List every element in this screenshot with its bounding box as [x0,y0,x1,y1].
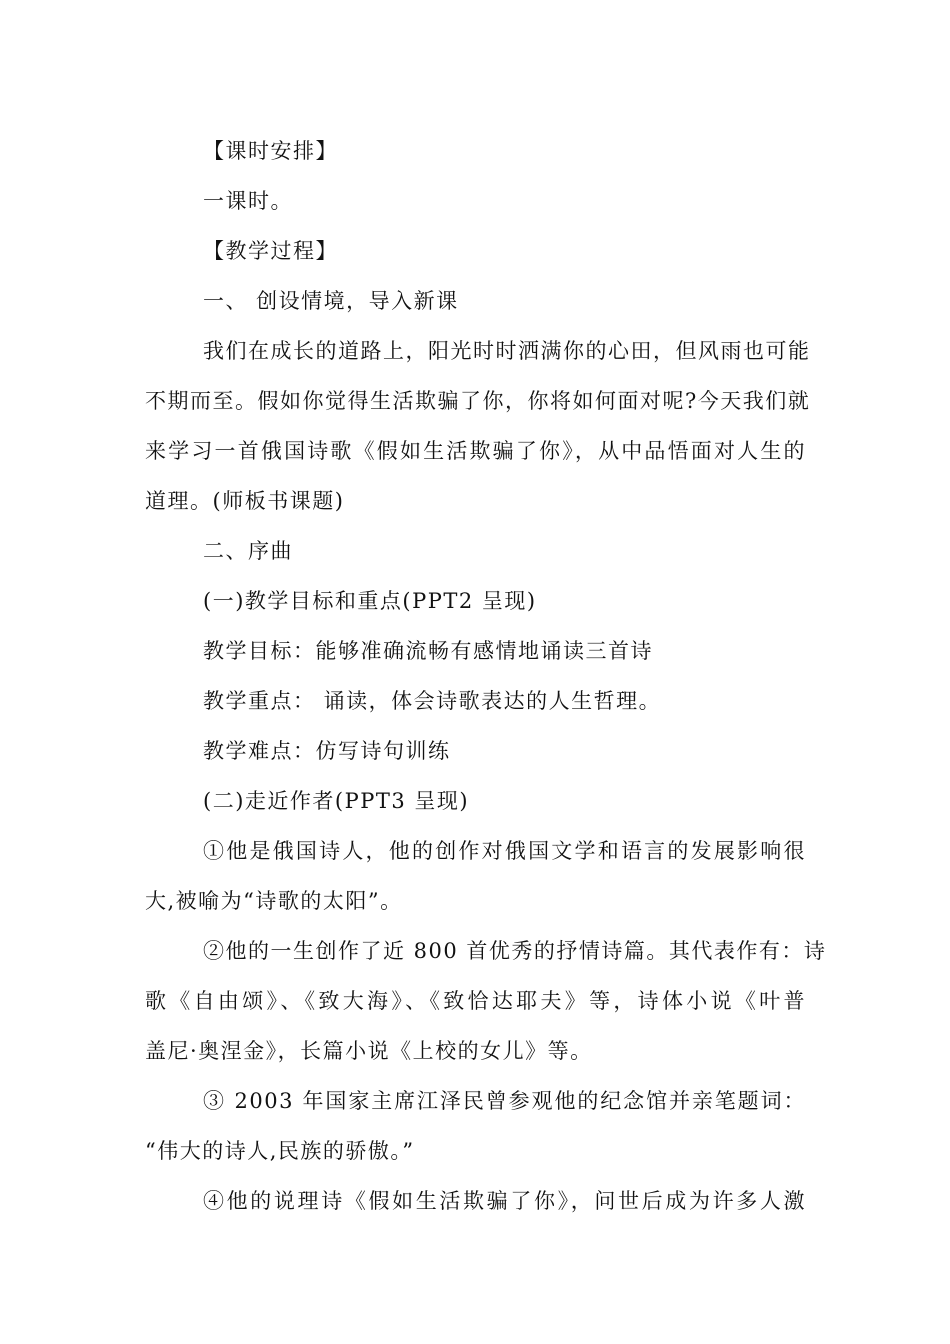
subsection-heading: (一)教学目标和重点(PPT2 呈现) [203,589,537,613]
paragraph-line: 大,被喻为“诗歌的太阳”。 [145,889,403,913]
subsection-heading: (二)走近作者(PPT3 呈现) [203,789,470,813]
section-heading-2: 二、序曲 [203,539,293,563]
paragraph-line: ④他的说理诗《假如生活欺骗了你》，问世后成为许多人激 [203,1189,806,1213]
paragraph-line: 教学目标：能够准确流畅有感情地诵读三首诗 [203,639,653,663]
paragraph-line: ①他是俄国诗人，他的创作对俄国文学和语言的发展影响很 [203,839,806,863]
paragraph-line: 歌《自由颂》、《致大海》、《致恰达耶夫》等，诗体小说《叶普 [145,989,806,1013]
paragraph-line: 教学难点：仿写诗句训练 [203,739,451,763]
paragraph-line: ③ 2003 年国家主席江泽民曾参观他的纪念馆并亲笔题词： [203,1089,806,1113]
heading-teaching-process: 【教学过程】 [203,239,338,263]
paragraph-line: 一课时。 [203,189,293,213]
paragraph-line: 道理。(师板书课题) [145,489,345,513]
paragraph-line: 我们在成长的道路上，阳光时时洒满你的心田，但风雨也可能 [203,339,811,363]
section-heading-1: 一、 创设情境，导入新课 [203,289,459,313]
paragraph-line: 来学习一首俄国诗歌《假如生活欺骗了你》，从中品悟面对人生的 [145,439,806,463]
paragraph-line: 盖尼·奥涅金》，长篇小说《上校的女儿》等。 [145,1039,593,1063]
paragraph-line: 教学重点： 诵读，体会诗歌表达的人生哲理。 [203,689,662,713]
paragraph-line: ②他的一生创作了近 800 首优秀的抒情诗篇。其代表作有：诗 [203,939,827,963]
paragraph-line: 不期而至。假如你觉得生活欺骗了你，你将如何面对呢?今天我们就 [145,389,811,413]
paragraph-line: “伟大的诗人,民族的骄傲。” [145,1139,415,1163]
heading-class-schedule: 【课时安排】 [203,139,338,163]
